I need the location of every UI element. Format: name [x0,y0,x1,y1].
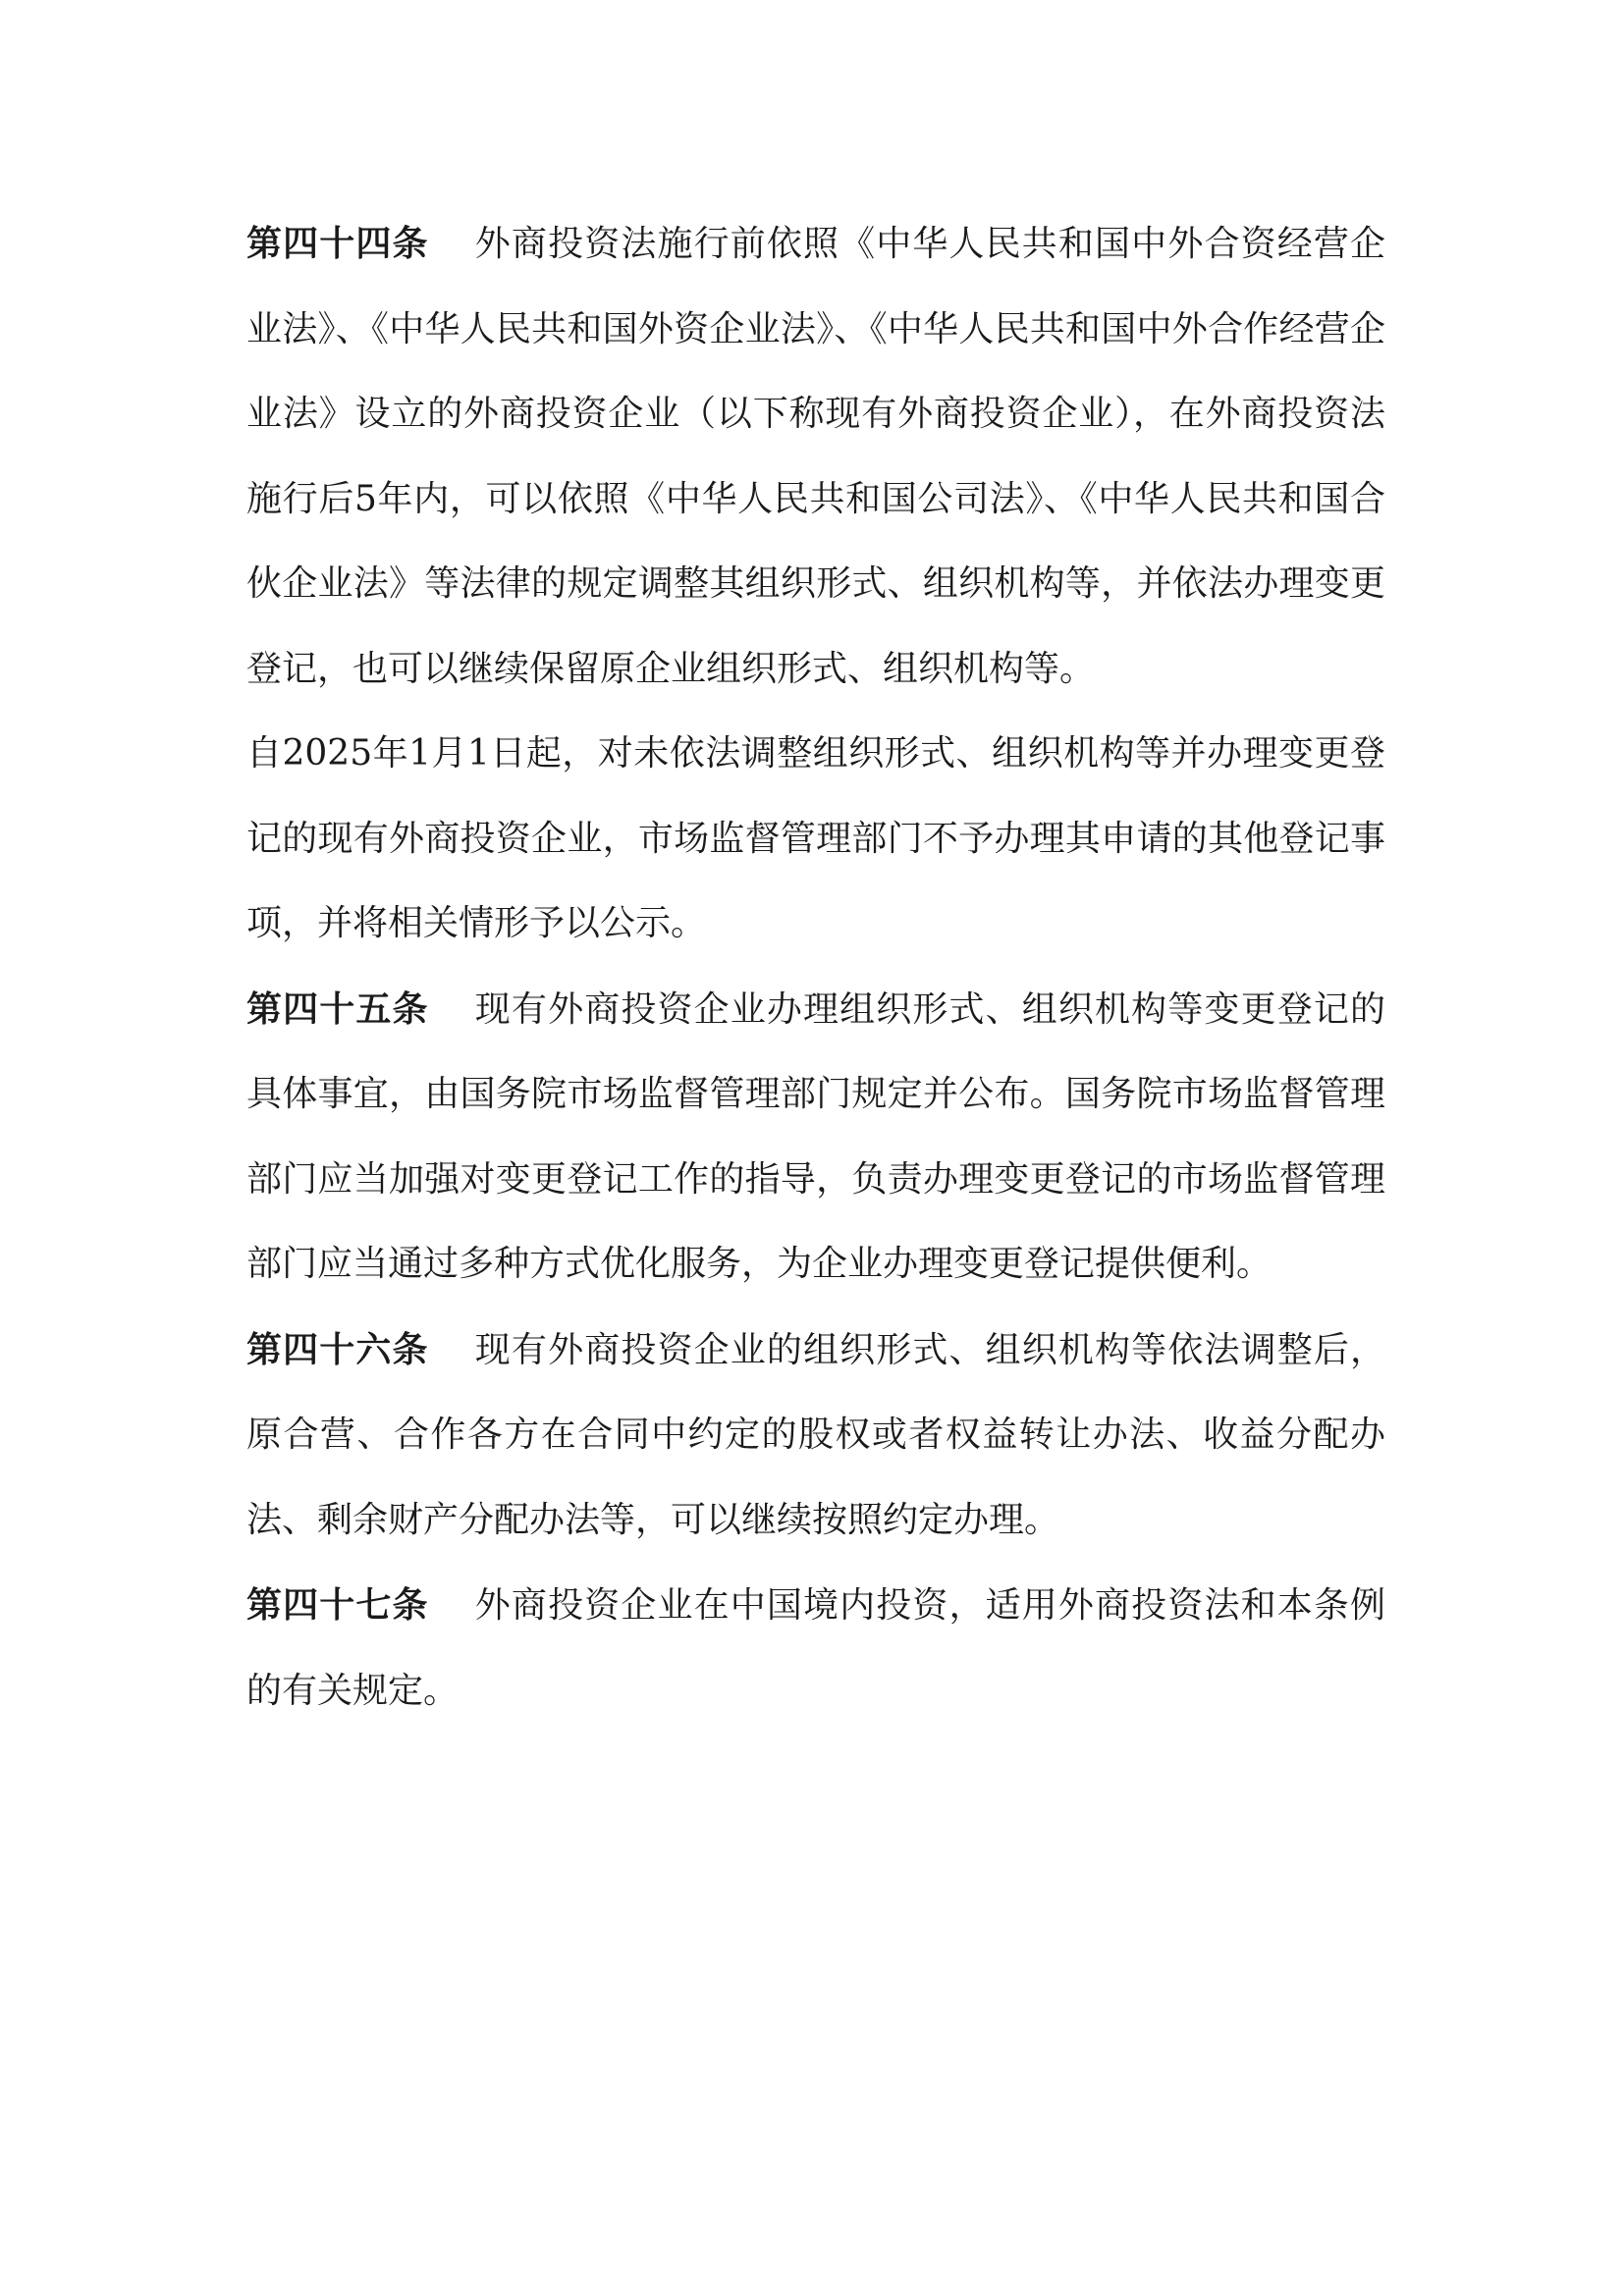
article-44-paragraph-2 [246,712,1385,967]
article-text: 外商投资企业在中国境内投资，适用外商投资法和本条例的有关规定。 [246,1585,1385,1711]
article-label: 第四十七条 [246,1584,429,1626]
article-text: 现有外商投资企业的组织形式、组织机构等依法调整后，原合营、合作各方在合同中约定的股权或者权益转让办法、收益分配办法、剩余财产分配办法等，可以继续按照约定办理。 [246,1329,1385,1540]
article-46 [246,1308,1385,1564]
document-page [246,201,1385,1734]
article-label: 第四十六条 [246,1328,429,1370]
article-47 [246,1563,1385,1734]
article-44 [246,201,1385,712]
article-45 [246,967,1385,1308]
article-label: 第四十四条 [246,223,429,264]
article-text: 外商投资法施行前依照《中华人民共和国中外合资经营企业法》、《中华人民共和国外资企业法》、《中华人民共和国中外合作经营企业法》设立的外商投资企业（以下称现有外商投资企业），在外商投资法施行后5年内，可以依照《中华人民共和国公司法》、《中华人民共和国合伙企业法》等法律的规定调整其组织形式、组织机构等，并依法办理变更登记，也可以继续保留原企业组织形式、组织机构等。 [246,224,1385,689]
article-text: 现有外商投资企业办理组织形式、组织机构等变更登记的具体事宜，由国务院市场监督管理部门规定并公布。国务院市场监督管理部门应当加强对变更登记工作的指导，负责办理变更登记的市场监督管理部门应当通过多种方式优化服务，为企业办理变更登记提供便利。 [246,988,1385,1284]
article-text: 自2025年1月1日起，对未依法调整组织形式、组织机构等并办理变更登记的现有外商投资企业，市场监督管理部门不予办理其申请的其他登记事项，并将相关情形予以公示。 [246,733,1385,943]
article-label: 第四十五条 [246,988,429,1030]
